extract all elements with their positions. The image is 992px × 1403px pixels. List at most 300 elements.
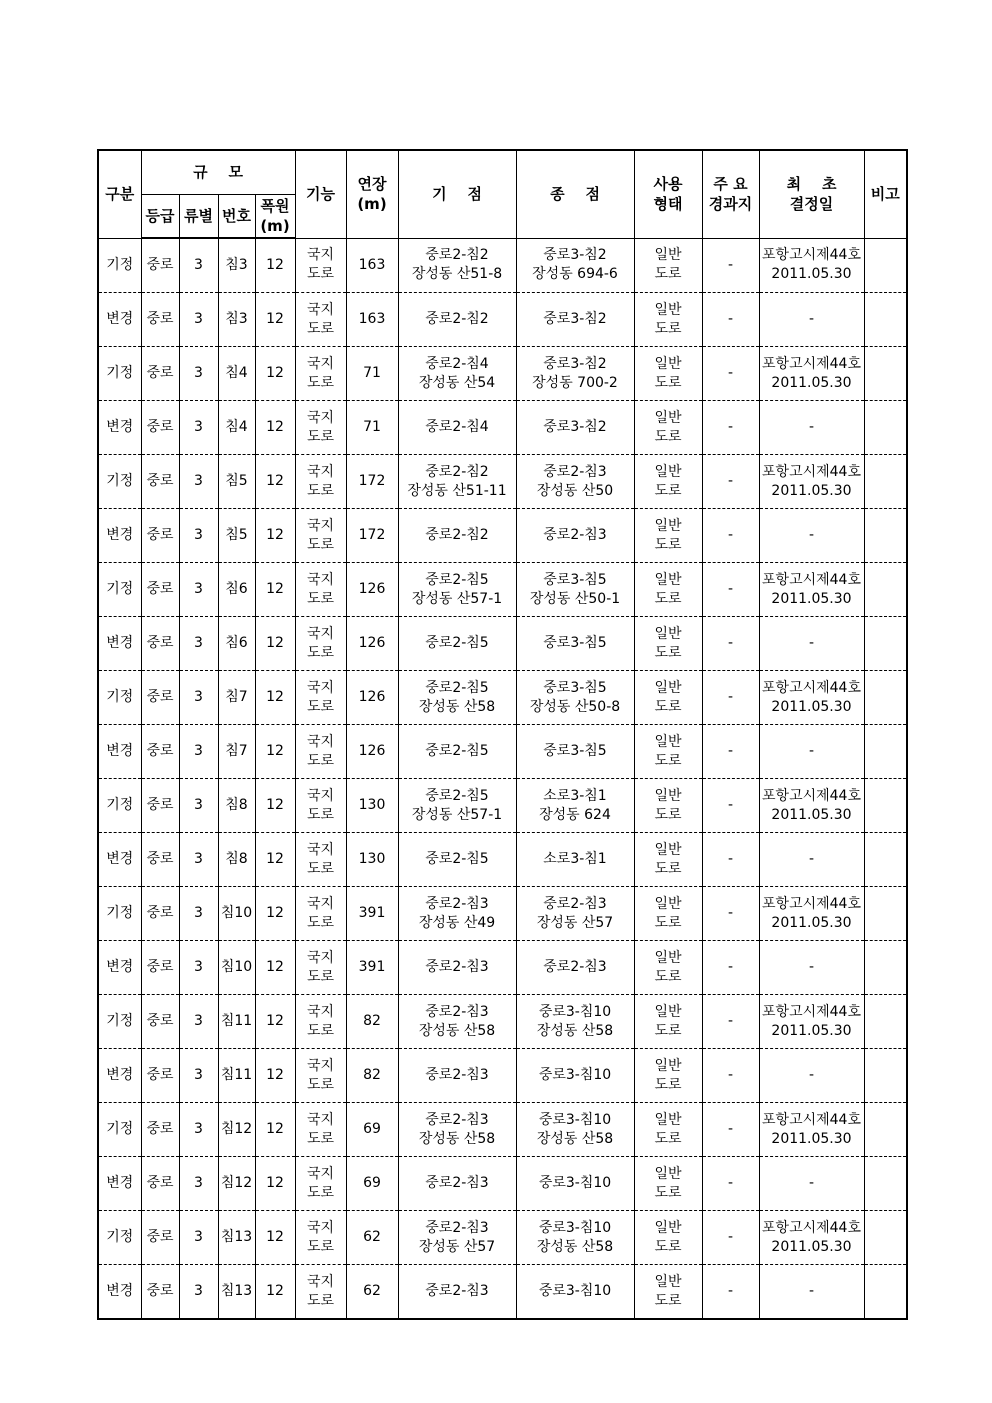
end-point-cell: [516, 1049, 634, 1103]
first-decision-cell-line: -: [808, 1175, 815, 1191]
end-point-cell-line: 소로3-침1: [543, 851, 607, 867]
end-point-cell-line: 중로3-침10: [538, 1219, 612, 1236]
first-decision-cell: [759, 238, 864, 293]
number-cell: 침10: [218, 941, 255, 995]
waypoint-cell: -: [702, 671, 759, 725]
usage-cell-line: 일반: [654, 1003, 682, 1020]
end-point-cell-line: 중로2-침3: [543, 463, 607, 480]
length-cell: 69: [346, 1103, 398, 1157]
division-cell: 변경: [98, 1265, 141, 1320]
first-decision-cell: [759, 293, 864, 347]
function-cell: [295, 1049, 346, 1103]
width-cell: 12: [255, 1049, 295, 1103]
function-cell: [295, 1265, 346, 1320]
usage-cell-line: 도로: [654, 752, 682, 769]
grade-cell: 중로: [141, 401, 179, 455]
width-cell: 12: [255, 779, 295, 833]
usage-cell-line: 도로: [654, 266, 682, 283]
end-point-cell-line: 중로3-침2: [543, 311, 607, 327]
function-cell-line: 도로: [306, 266, 335, 283]
function-cell: [295, 887, 346, 941]
first-decision-cell-line: 포항고시제44호: [762, 679, 861, 696]
end-point-cell-line: 중로3-침10: [538, 1111, 612, 1128]
length-cell: 130: [346, 833, 398, 887]
width-cell: 12: [255, 1211, 295, 1265]
usage-cell: [634, 1157, 702, 1211]
first-decision-cell-line: 2011.05.30: [771, 1022, 852, 1039]
length-cell: 163: [346, 293, 398, 347]
grade-cell: 중로: [141, 1265, 179, 1320]
start-point-cell: [398, 1211, 516, 1265]
class-cell: 3: [179, 725, 218, 779]
remarks-cell: [864, 455, 907, 509]
number-cell: 침11: [218, 1049, 255, 1103]
function-cell-line: 도로: [306, 482, 335, 499]
function-cell-line: 국지: [306, 679, 335, 696]
length-cell: 391: [346, 941, 398, 995]
first-decision-cell: [759, 671, 864, 725]
function-cell: [295, 401, 346, 455]
end-point-cell: [516, 509, 634, 563]
division-cell: 변경: [98, 401, 141, 455]
remarks-cell: [864, 509, 907, 563]
function-cell-line: 도로: [306, 428, 335, 445]
usage-cell-line: 일반: [654, 1165, 682, 1182]
start-point-cell: [398, 617, 516, 671]
waypoint-cell: -: [702, 509, 759, 563]
usage-cell-line: 일반: [654, 841, 682, 858]
table-row: [98, 617, 907, 671]
end-point-cell-line: 중로3-침5: [543, 635, 607, 651]
number-cell: 침6: [218, 563, 255, 617]
end-point-cell: [516, 401, 634, 455]
waypoint-cell: -: [702, 1103, 759, 1157]
function-cell: [295, 671, 346, 725]
function-cell-line: 국지: [306, 733, 335, 750]
length-cell: 69: [346, 1157, 398, 1211]
grade-cell: 중로: [141, 1157, 179, 1211]
function-cell: [295, 1103, 346, 1157]
end-point-cell: [516, 833, 634, 887]
usage-cell-line: 도로: [654, 806, 682, 823]
usage-cell-line: 도로: [654, 1130, 682, 1147]
end-point-cell-line: 중로3-침2: [543, 355, 607, 372]
end-point-cell-line: 중로2-침3: [543, 527, 607, 543]
usage-cell: [634, 293, 702, 347]
header-usage: 사용 형태: [634, 150, 702, 238]
first-decision-cell-line: 2011.05.30: [771, 482, 852, 499]
start-point-cell-line: 중로2-침5: [425, 787, 489, 804]
width-cell: 12: [255, 293, 295, 347]
usage-cell: [634, 941, 702, 995]
function-cell: [295, 779, 346, 833]
end-point-cell-line: 장성동 694-6: [532, 266, 618, 283]
end-point-cell-line: 장성동 624: [539, 806, 611, 823]
waypoint-cell: -: [702, 238, 759, 293]
number-cell: 침6: [218, 617, 255, 671]
usage-cell: [634, 995, 702, 1049]
start-point-cell: [398, 671, 516, 725]
end-point-cell-line: 장성동 산50-1: [529, 590, 621, 607]
end-point-cell: [516, 779, 634, 833]
length-cell: 126: [346, 725, 398, 779]
length-cell: 71: [346, 401, 398, 455]
class-cell: 3: [179, 995, 218, 1049]
header-scale: 규 모: [141, 150, 295, 194]
end-point-cell-line: 장성동 산57: [536, 914, 614, 931]
number-cell: 침13: [218, 1265, 255, 1320]
division-cell: 기정: [98, 1211, 141, 1265]
division-cell: 기정: [98, 779, 141, 833]
end-point-cell-line: 중로3-침10: [538, 1175, 612, 1191]
first-decision-cell-line: 2011.05.30: [771, 806, 852, 823]
width-cell: 12: [255, 455, 295, 509]
end-point-cell: [516, 1157, 634, 1211]
first-decision-cell: [759, 833, 864, 887]
number-cell: 침12: [218, 1103, 255, 1157]
function-cell-line: 도로: [306, 806, 335, 823]
table-row: [98, 887, 907, 941]
width-cell: 12: [255, 509, 295, 563]
start-point-cell-line: 중로2-침3: [425, 1175, 489, 1191]
start-point-cell: [398, 941, 516, 995]
start-point-cell-line: 중로2-침5: [425, 743, 489, 759]
usage-cell-line: 일반: [654, 679, 682, 696]
usage-cell-line: 일반: [654, 517, 682, 534]
usage-cell-line: 일반: [654, 733, 682, 750]
class-cell: 3: [179, 509, 218, 563]
waypoint-cell: -: [702, 1211, 759, 1265]
function-cell: [295, 347, 346, 401]
first-decision-cell-line: 포항고시제44호: [762, 571, 861, 588]
first-decision-cell-line: -: [808, 851, 815, 867]
class-cell: 3: [179, 833, 218, 887]
start-point-cell-line: 장성동 산57-1: [411, 590, 503, 607]
table-row: [98, 509, 907, 563]
first-decision-cell-line: 포항고시제44호: [762, 463, 861, 480]
end-point-cell-line: 중로3-침5: [543, 571, 607, 588]
function-cell-line: 도로: [306, 1238, 335, 1255]
first-decision-cell-line: 포항고시제44호: [762, 1003, 861, 1020]
usage-cell-line: 일반: [654, 895, 682, 912]
end-point-cell-line: 장성동 700-2: [532, 374, 618, 391]
start-point-cell-line: 장성동 산49: [418, 914, 496, 931]
waypoint-cell: -: [702, 995, 759, 1049]
start-point-cell: [398, 1157, 516, 1211]
division-cell: 기정: [98, 1103, 141, 1157]
remarks-cell: [864, 779, 907, 833]
function-cell-line: 국지: [306, 409, 335, 426]
length-cell: 126: [346, 617, 398, 671]
waypoint-cell: -: [702, 401, 759, 455]
division-cell: 변경: [98, 725, 141, 779]
division-cell: 기정: [98, 995, 141, 1049]
length-cell: 71: [346, 347, 398, 401]
class-cell: 3: [179, 455, 218, 509]
header-remarks: 비고: [864, 150, 907, 238]
class-cell: 3: [179, 617, 218, 671]
header-class: 류별: [179, 194, 218, 238]
width-cell: 12: [255, 833, 295, 887]
first-decision-cell: [759, 563, 864, 617]
grade-cell: 중로: [141, 617, 179, 671]
usage-cell: [634, 347, 702, 401]
start-point-cell-line: 중로2-침5: [425, 635, 489, 651]
start-point-cell: [398, 509, 516, 563]
remarks-cell: [864, 725, 907, 779]
usage-cell: [634, 1103, 702, 1157]
width-cell: 12: [255, 401, 295, 455]
first-decision-cell-line: -: [808, 1067, 815, 1083]
start-point-cell: [398, 401, 516, 455]
length-cell: 172: [346, 455, 398, 509]
function-cell-line: 국지: [306, 247, 335, 264]
waypoint-cell: -: [702, 1265, 759, 1320]
first-decision-cell: [759, 887, 864, 941]
function-cell-line: 국지: [306, 517, 335, 534]
table-row: [98, 347, 907, 401]
function-cell-line: 국지: [306, 355, 335, 372]
start-point-cell: [398, 1049, 516, 1103]
start-point-cell-line: 장성동 산58: [418, 1022, 496, 1039]
division-cell: 기정: [98, 887, 141, 941]
grade-cell: 중로: [141, 1049, 179, 1103]
start-point-cell-line: 장성동 산57: [418, 1238, 496, 1255]
grade-cell: 중로: [141, 887, 179, 941]
number-cell: 침11: [218, 995, 255, 1049]
end-point-cell: [516, 455, 634, 509]
end-point-cell: [516, 617, 634, 671]
function-cell-line: 도로: [306, 698, 335, 715]
class-cell: 3: [179, 1211, 218, 1265]
usage-cell-line: 일반: [654, 355, 682, 372]
start-point-cell-line: 장성동 산51-11: [407, 482, 507, 499]
number-cell: 침8: [218, 833, 255, 887]
class-cell: 3: [179, 671, 218, 725]
first-decision-cell: [759, 725, 864, 779]
width-cell: 12: [255, 995, 295, 1049]
table-row: [98, 1103, 907, 1157]
length-cell: 62: [346, 1211, 398, 1265]
waypoint-cell: -: [702, 887, 759, 941]
function-cell-line: 도로: [306, 320, 335, 337]
table-row: [98, 779, 907, 833]
first-decision-cell-line: 2011.05.30: [771, 374, 852, 391]
length-cell: 130: [346, 779, 398, 833]
division-cell: 기정: [98, 563, 141, 617]
width-cell: 12: [255, 347, 295, 401]
usage-cell-line: 도로: [654, 1184, 682, 1201]
first-decision-cell-line: 포항고시제44호: [762, 787, 861, 804]
number-cell: 침10: [218, 887, 255, 941]
function-cell: [295, 1211, 346, 1265]
class-cell: 3: [179, 293, 218, 347]
usage-cell-line: 일반: [654, 1273, 682, 1290]
header-waypoint: 주 요 경과지: [702, 150, 759, 238]
end-point-cell-line: 중로3-침2: [543, 419, 607, 435]
width-cell: 12: [255, 563, 295, 617]
waypoint-cell: -: [702, 1049, 759, 1103]
usage-cell-line: 도로: [654, 1022, 682, 1039]
start-point-cell-line: 중로2-침2: [425, 247, 489, 264]
usage-cell-line: 일반: [654, 949, 682, 966]
first-decision-cell: [759, 509, 864, 563]
class-cell: 3: [179, 779, 218, 833]
start-point-cell-line: 중로2-침2: [425, 527, 489, 543]
first-decision-cell-line: 2011.05.30: [771, 590, 852, 607]
function-cell: [295, 455, 346, 509]
class-cell: 3: [179, 1265, 218, 1320]
width-cell: 12: [255, 238, 295, 293]
usage-cell: [634, 725, 702, 779]
remarks-cell: [864, 293, 907, 347]
usage-cell-line: 일반: [654, 1111, 682, 1128]
start-point-cell-line: 장성동 산58: [418, 1130, 496, 1147]
first-decision-cell-line: 포항고시제44호: [762, 1219, 861, 1236]
usage-cell: [634, 1211, 702, 1265]
remarks-cell: [864, 1265, 907, 1320]
function-cell-line: 도로: [306, 860, 335, 877]
start-point-cell-line: 중로2-침4: [425, 355, 489, 372]
class-cell: 3: [179, 1103, 218, 1157]
first-decision-cell-line: -: [808, 635, 815, 651]
end-point-cell: [516, 347, 634, 401]
start-point-cell: [398, 995, 516, 1049]
end-point-cell-line: 장성동 산58: [536, 1238, 614, 1255]
table-row: [98, 941, 907, 995]
end-point-cell-line: 중로3-침10: [538, 1003, 612, 1020]
grade-cell: 중로: [141, 1211, 179, 1265]
first-decision-cell-line: 2011.05.30: [771, 1238, 852, 1255]
usage-cell: [634, 617, 702, 671]
table-row: [98, 293, 907, 347]
first-decision-cell-line: 2011.05.30: [771, 698, 852, 715]
table-body: [98, 238, 907, 1319]
end-point-cell-line: 중로3-침5: [543, 679, 607, 696]
start-point-cell: [398, 347, 516, 401]
first-decision-cell-line: 2011.05.30: [771, 914, 852, 931]
end-point-cell: [516, 563, 634, 617]
number-cell: 침13: [218, 1211, 255, 1265]
class-cell: 3: [179, 941, 218, 995]
usage-cell-line: 일반: [654, 1057, 682, 1074]
number-cell: 침3: [218, 293, 255, 347]
function-cell-line: 국지: [306, 625, 335, 642]
function-cell-line: 국지: [306, 1003, 335, 1020]
start-point-cell: [398, 1103, 516, 1157]
function-cell-line: 도로: [306, 752, 335, 769]
function-cell-line: 국지: [306, 949, 335, 966]
grade-cell: 중로: [141, 509, 179, 563]
first-decision-cell-line: 포항고시제44호: [762, 895, 861, 912]
start-point-cell-line: 중로2-침3: [425, 1003, 489, 1020]
class-cell: 3: [179, 1157, 218, 1211]
usage-cell-line: 일반: [654, 1219, 682, 1236]
grade-cell: 중로: [141, 1103, 179, 1157]
start-point-cell-line: 중로2-침3: [425, 1067, 489, 1083]
number-cell: 침7: [218, 725, 255, 779]
first-decision-cell-line: 2011.05.30: [771, 1130, 852, 1147]
function-cell-line: 국지: [306, 571, 335, 588]
remarks-cell: [864, 563, 907, 617]
first-decision-cell: [759, 455, 864, 509]
start-point-cell-line: 중로2-침5: [425, 679, 489, 696]
usage-cell-line: 일반: [654, 625, 682, 642]
end-point-cell: [516, 1211, 634, 1265]
function-cell: [295, 509, 346, 563]
usage-cell-line: 일반: [654, 247, 682, 264]
start-point-cell-line: 중로2-침3: [425, 895, 489, 912]
first-decision-cell: [759, 347, 864, 401]
usage-cell-line: 도로: [654, 1076, 682, 1093]
grade-cell: 중로: [141, 671, 179, 725]
remarks-cell: [864, 941, 907, 995]
start-point-cell: [398, 725, 516, 779]
division-cell: 변경: [98, 509, 141, 563]
length-cell: 62: [346, 1265, 398, 1320]
usage-cell: [634, 1049, 702, 1103]
width-cell: 12: [255, 725, 295, 779]
table-row: [98, 1157, 907, 1211]
class-cell: 3: [179, 1049, 218, 1103]
length-cell: 82: [346, 995, 398, 1049]
remarks-cell: [864, 617, 907, 671]
width-cell: 12: [255, 1157, 295, 1211]
grade-cell: 중로: [141, 725, 179, 779]
length-cell: 391: [346, 887, 398, 941]
class-cell: 3: [179, 347, 218, 401]
end-point-cell: [516, 238, 634, 293]
first-decision-cell: [759, 1265, 864, 1320]
function-cell-line: 도로: [306, 1022, 335, 1039]
start-point-cell-line: 중로2-침2: [425, 463, 489, 480]
usage-cell-line: 도로: [654, 860, 682, 877]
first-decision-cell-line: 2011.05.30: [771, 266, 852, 283]
grade-cell: 중로: [141, 293, 179, 347]
remarks-cell: [864, 347, 907, 401]
end-point-cell-line: 중로3-침10: [538, 1067, 612, 1083]
first-decision-cell: [759, 1049, 864, 1103]
start-point-cell-line: 장성동 산51-8: [411, 266, 503, 283]
division-cell: 변경: [98, 617, 141, 671]
end-point-cell-line: 장성동 산50: [536, 482, 614, 499]
first-decision-cell: [759, 1103, 864, 1157]
function-cell-line: 도로: [306, 536, 335, 553]
remarks-cell: [864, 833, 907, 887]
end-point-cell-line: 중로3-침5: [543, 743, 607, 759]
function-cell-line: 도로: [306, 374, 335, 391]
usage-cell-line: 일반: [654, 571, 682, 588]
function-cell: [295, 1157, 346, 1211]
function-cell: [295, 833, 346, 887]
first-decision-cell-line: -: [808, 959, 815, 975]
first-decision-cell-line: 포항고시제44호: [762, 1111, 861, 1128]
usage-cell-line: 도로: [654, 1292, 682, 1309]
function-cell-line: 도로: [306, 1184, 335, 1201]
header-length: 연장 (m): [346, 150, 398, 238]
header-number: 번호: [218, 194, 255, 238]
function-cell-line: 국지: [306, 895, 335, 912]
usage-cell: [634, 833, 702, 887]
table-row: [98, 563, 907, 617]
remarks-cell: [864, 1211, 907, 1265]
start-point-cell: [398, 779, 516, 833]
first-decision-cell: [759, 995, 864, 1049]
function-cell-line: 국지: [306, 1219, 335, 1236]
number-cell: 침4: [218, 347, 255, 401]
grade-cell: 중로: [141, 779, 179, 833]
function-cell-line: 도로: [306, 968, 335, 985]
